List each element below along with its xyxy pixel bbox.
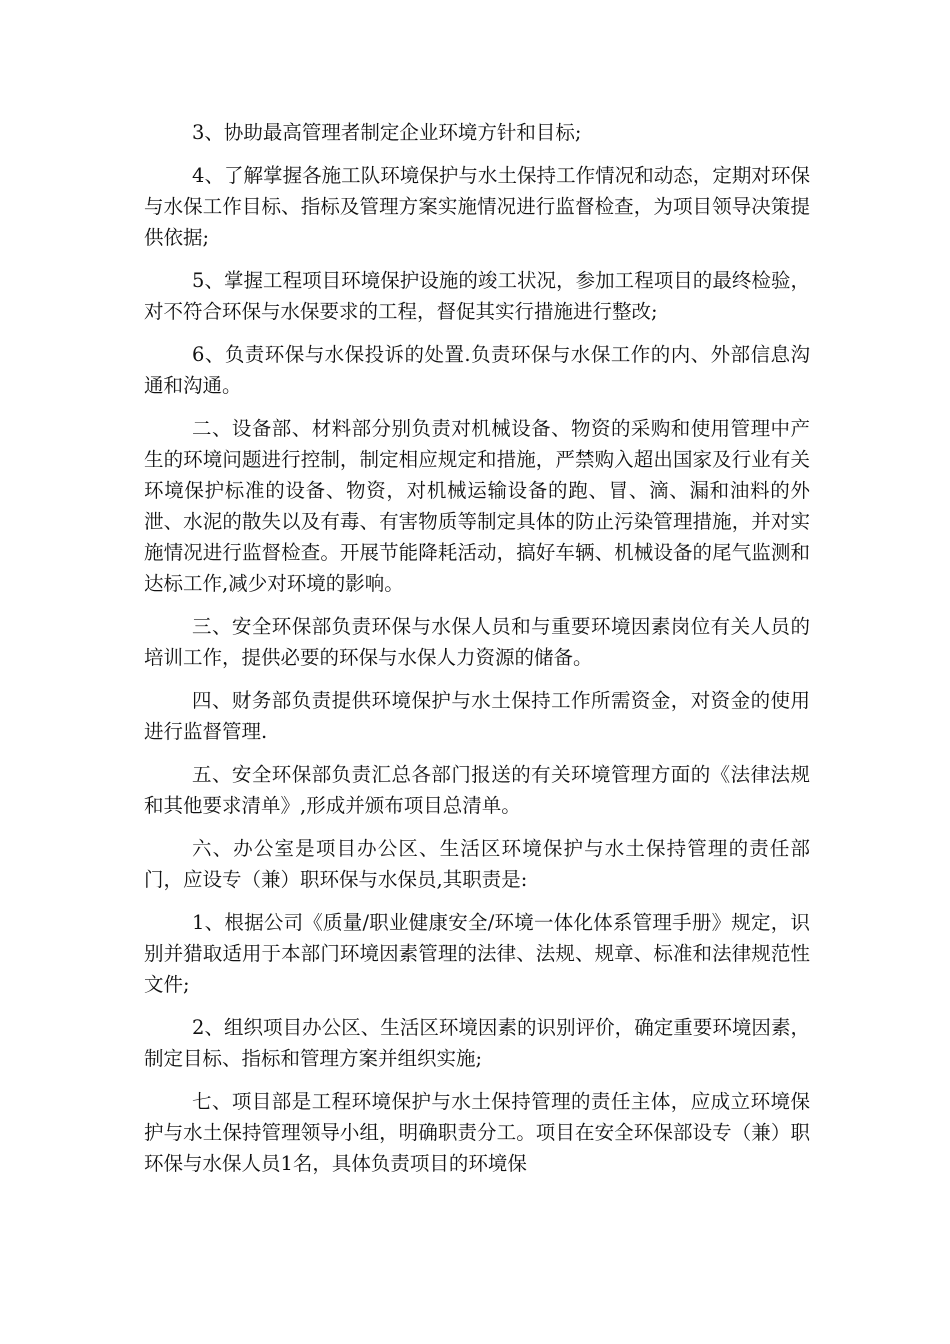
paragraph-section-6: 六、办公室是项目办公区、生活区环境保护与水土保持管理的责任部门，应设专（兼）职环保与水保员,其职责是: <box>144 837 810 891</box>
paragraph-item-4: 4、了解掌握各施工队环境保护与水土保持工作情况和动态，定期对环保与水保工作目标、指标及管理方案实施情况进行监督检查，为项目领导决策提供依据; <box>144 164 810 249</box>
paragraph-section-4: 四、财务部负责提供环境保护与水土保持工作所需资金，对资金的使用进行监督管理. <box>144 689 810 743</box>
document-body <box>144 117 810 1191</box>
paragraph-section-5: 五、安全环保部负责汇总各部门报送的有关环境管理方面的《法律法规和其他要求清单》,形成并颁布项目总清单。 <box>144 763 810 817</box>
paragraph-item-5: 5、掌握工程项目环境保护设施的竣工状况，参加工程项目的最终检验，对不符合环保与水保要求的工程，督促其实行措施进行整改; <box>144 269 810 323</box>
paragraph-section-6-item-1: 1、根据公司《质量/职业健康安全/环境一体化体系管理手册》规定，识别并猎取适用于本部门环境因素管理的法律、法规、规章、标准和法律规范性文件; <box>144 911 810 996</box>
paragraph-section-6-item-2: 2、组织项目办公区、生活区环境因素的识别评价，确定重要环境因素，制定目标、指标和管理方案并组织实施; <box>144 1016 810 1070</box>
paragraph-section-3: 三、安全环保部负责环保与水保人员和与重要环境因素岗位有关人员的培训工作，提供必要的环保与水保人力资源的储备。 <box>144 615 810 669</box>
paragraph-item-6: 6、负责环保与水保投诉的处置.负责环保与水保工作的内、外部信息沟通和沟通。 <box>144 343 810 397</box>
paragraph-section-7: 七、项目部是工程环境保护与水土保持管理的责任主体，应成立环境保护与水土保持管理领导小组，明确职责分工。项目在安全环保部设专（兼）职环保与水保人员1名，具体负责项目的环境保 <box>144 1090 810 1175</box>
paragraph-section-2: 二、设备部、材料部分别负责对机械设备、物资的采购和使用管理中产生的环境问题进行控制，制定相应规定和措施，严禁购入超出国家及行业有关环境保护标准的设备、物资，对机械运输设备的跑、冒、滴、漏和油料的外泄、水泥的散失以及有毒、有害物质等制定具体的防止污染管理措施，并对实施情况进行监督检查。开展节能降耗活动，搞好车辆、机械设备的尾气监测和达标工作,减少对环境的影响。 <box>144 417 810 595</box>
paragraph-item-3: 3、协助最高管理者制定企业环境方针和目标; <box>192 121 582 144</box>
